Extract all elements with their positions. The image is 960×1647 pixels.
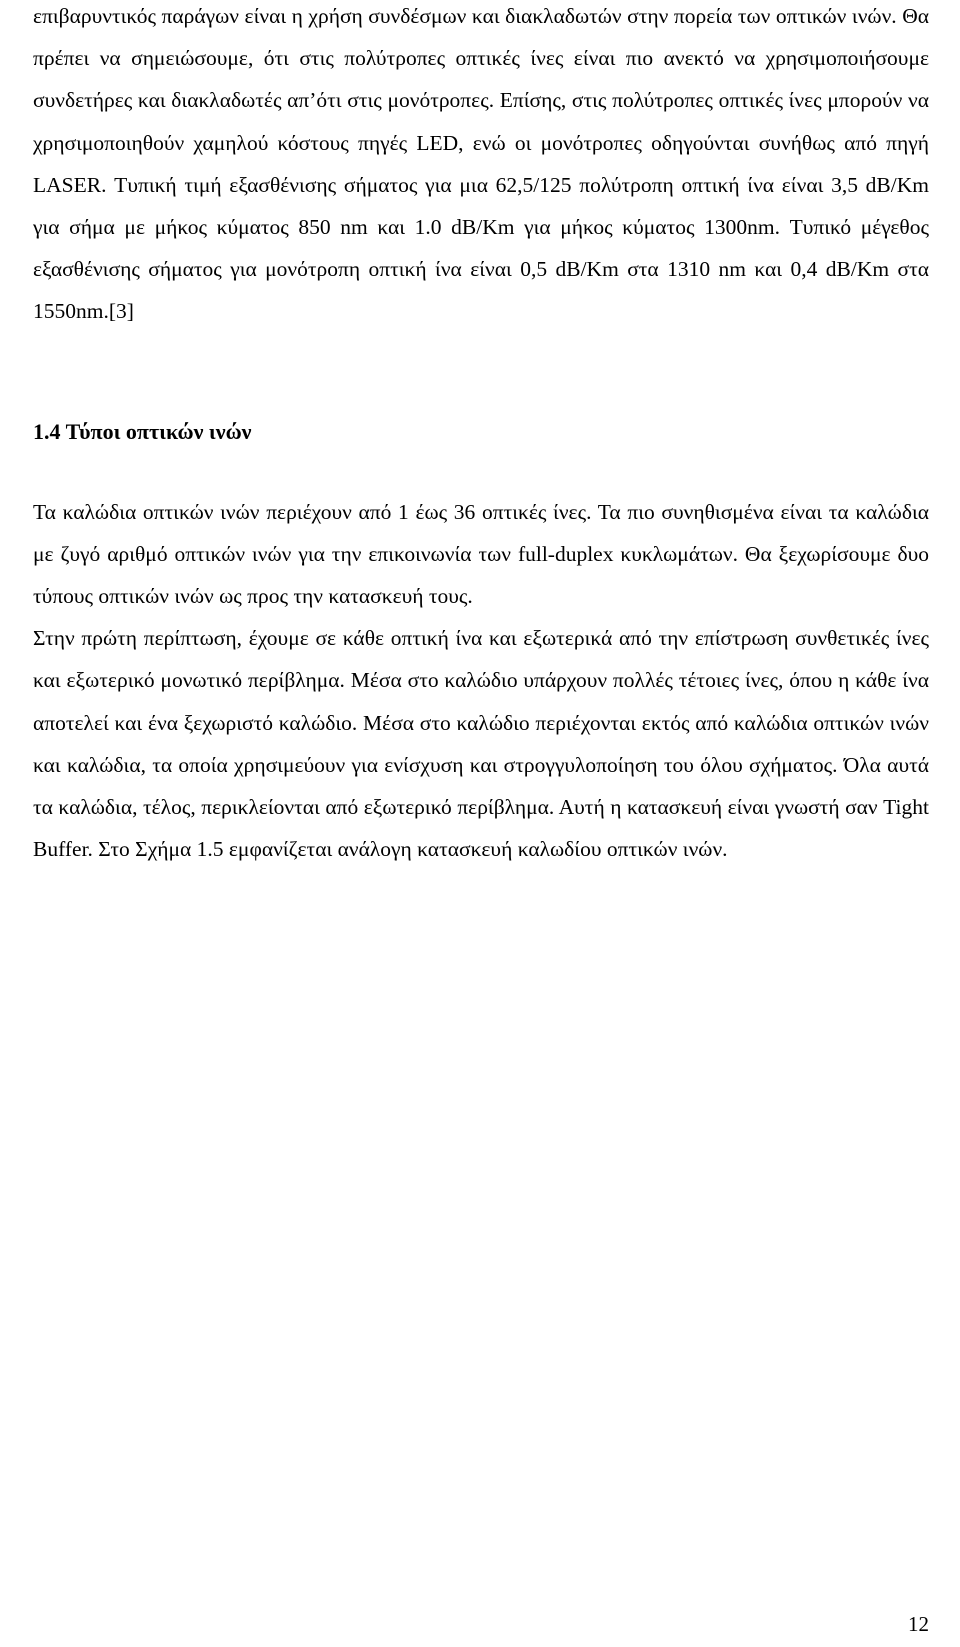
document-body (33, 0, 929, 870)
page-number: 12 (908, 1612, 929, 1636)
paragraph-cable-types: Τα καλώδια οπτικών ινών περιέχουν από 1 έως 36 οπτικές ίνες. Τα πιο συνηθισμένα είναι τα καλώδια με ζυγό αριθμό οπτικών ινών για την επικοινωνία των full-duplex κυκλωμάτων. Θα ξεχωρίσουμε δυο τύπους οπτικών ινών ως προς την κατασκευή τους. (33, 499, 929, 609)
paragraph-tight-buffer: Στην πρώτη περίπτωση, έχουμε σε κάθε οπτική ίνα και εξωτερικά από την επίστρωση συνθετικές ίνες και εξωτερικό μονωτικό περίβλημα. Μέσα στο καλώδιο υπάρχουν πολλές τέτοιες ίνες, όπου η κάθε ίνα αποτελεί και ένα ξεχωριστό καλώδιο. Μέσα στο καλώδιο περιέχονται εκτός από καλώδια οπτικών ινών και καλώδια, τα οποία χρησιμεύουν για ενίσχυση και στρογγυλοποίηση του όλου σχήματος. Όλα αυτά τα καλώδια, τέλος, περικλείονται από εξωτερικό περίβλημα. Αυτή η κατασκευή είναι γνωστή σαν Tight Buffer. Στο Σχήμα 1.5 εμφανίζεται ανάλογη κατασκευή καλωδίου οπτικών ινών. (33, 626, 929, 862)
paragraph-attenuation: επιβαρυντικός παράγων είναι η χρήση συνδέσμων και διακλαδωτών στην πορεία των οπτικών ινών. Θα πρέπει να σημειώσουμε, ότι στις πολύτροπες οπτικές ίνες είναι πιο ανεκτό να χρησιμοποιήσουμε συνδετήρες και διακλαδωτές απ’ότι στις μονότροπες. Επίσης, στις πολύτροπες οπτικές ίνες μπορούν να χρησιμοποιηθούν χαμηλού κόστους πηγές LED, ενώ οι μονότροπες οδηγούνται συνήθως από πηγή LASER. Τυπική τιμή εξασθένισης σήματος για μια 62,5/125 πολύτροπη οπτική ίνα είναι 3,5 dB/Km για σήμα με μήκος κύματος 850 nm και 1.0 dB/Km για μήκος κύματος 1300nm. Τυπικό μέγεθος εξασθένισης σήματος για μονότροπη οπτική ίνα είναι 0,5 dB/Km στα 1310 nm και 0,4 dB/Km στα 1550nm.[3] (33, 4, 929, 324)
section-heading: 1.4 Τύποι οπτικών ινών (33, 418, 252, 444)
